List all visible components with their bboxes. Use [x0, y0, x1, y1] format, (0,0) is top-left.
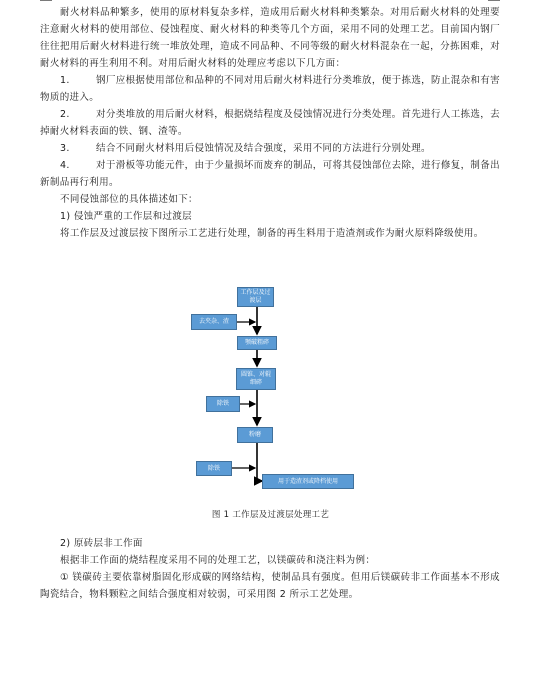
- step-work-layer: 工作层及过渡层: [237, 287, 274, 307]
- magnesia-carbon-paragraph: ① 镁碳砖主要依靠树脂固化形成碳的网络结构，使制品具有强度。但用后镁碳砖非工作面基本不形成陶瓷结合，物料颗粒之间结合强度相对较弱，可采用图 2 所示工艺处理。: [40, 572, 500, 600]
- list-item-text: 对于滑板等功能元件，由于少量损坏而废弃的制品，可将其侵蚀部位去除，进行修复，制备出新制品再行利用。: [40, 160, 500, 188]
- list-item-number: 3.: [60, 143, 70, 154]
- step-iron-removal-2: 除铁: [196, 461, 232, 476]
- step-jaw-crush: 颚破粗碎: [237, 336, 277, 350]
- list-item: [40, 106, 500, 140]
- figure-caption: 图 1 工作层及过渡层处理工艺: [211, 510, 330, 520]
- step-grinding: 粉磨: [237, 427, 273, 443]
- list-item-number: 4.: [60, 160, 70, 171]
- document-page-lower: [40, 535, 500, 603]
- section-2-text: 根据非工作面的烧结程度采用不同的处理工艺，以镁碳砖和浇注料为例：: [60, 555, 376, 566]
- erosion-intro: 不同侵蚀部位的具体描述如下：: [60, 194, 198, 205]
- list-item: [40, 140, 500, 157]
- list-item: [40, 157, 500, 191]
- list-item: [40, 72, 500, 106]
- section-1-text: 将工作层及过渡层按下图所示工艺进行处理，制备的再生料用于造渣剂或作为耐火原料降级使用。: [60, 228, 484, 239]
- section-heading-2: 2) 原砖层非工作面: [60, 538, 143, 549]
- step-final-use: 用于造渣剂或降档使用: [262, 474, 354, 489]
- list-item-text: 结合不同耐火材料用后侵蚀情况及结合强度，采用不同的方法进行分别处理。: [96, 143, 431, 154]
- list-item-text: 对分类堆放的用后耐火材料，根据烧结程度及侵蚀情况进行分类处理。首先进行人工拣选，去掉耐火材料表面的铁、钢、渣等。: [40, 109, 500, 137]
- list-item-number: 1.: [60, 75, 70, 86]
- list-item-number: 2.: [60, 109, 70, 120]
- step-remove-slag: 去夹杂、渣: [191, 314, 237, 330]
- intro-paragraph: 耐火材料品种繁多，使用的原材料复杂多样，造成用后耐火材料种类繁杂。对用后耐火材料的处理要注意耐火材料的使用部位、侵蚀程度、耐火材料的种类等几个方面，采用不同的处理工艺。目前国内钢厂往往把用后耐火材料进行统一堆放处理，造成不同品种、不同等级的耐火材料混杂在一起，分拣困难，对耐火材料的再生利用不利。对用后耐火材料的处理应考虑以下几方面：: [40, 7, 500, 69]
- document-page: [40, 0, 500, 242]
- section-heading-1: 1) 侵蚀严重的工作层和过渡层: [60, 211, 193, 222]
- step-iron-removal-1: 除铁: [206, 396, 240, 412]
- list-item-text: 钢厂应根据使用部位和品种的不同对用后耐火材料进行分类堆放，便于拣选，防止混杂和有害物质的进入。: [40, 75, 500, 103]
- step-fine-crush: 圆锥、对辊细碎: [236, 368, 276, 390]
